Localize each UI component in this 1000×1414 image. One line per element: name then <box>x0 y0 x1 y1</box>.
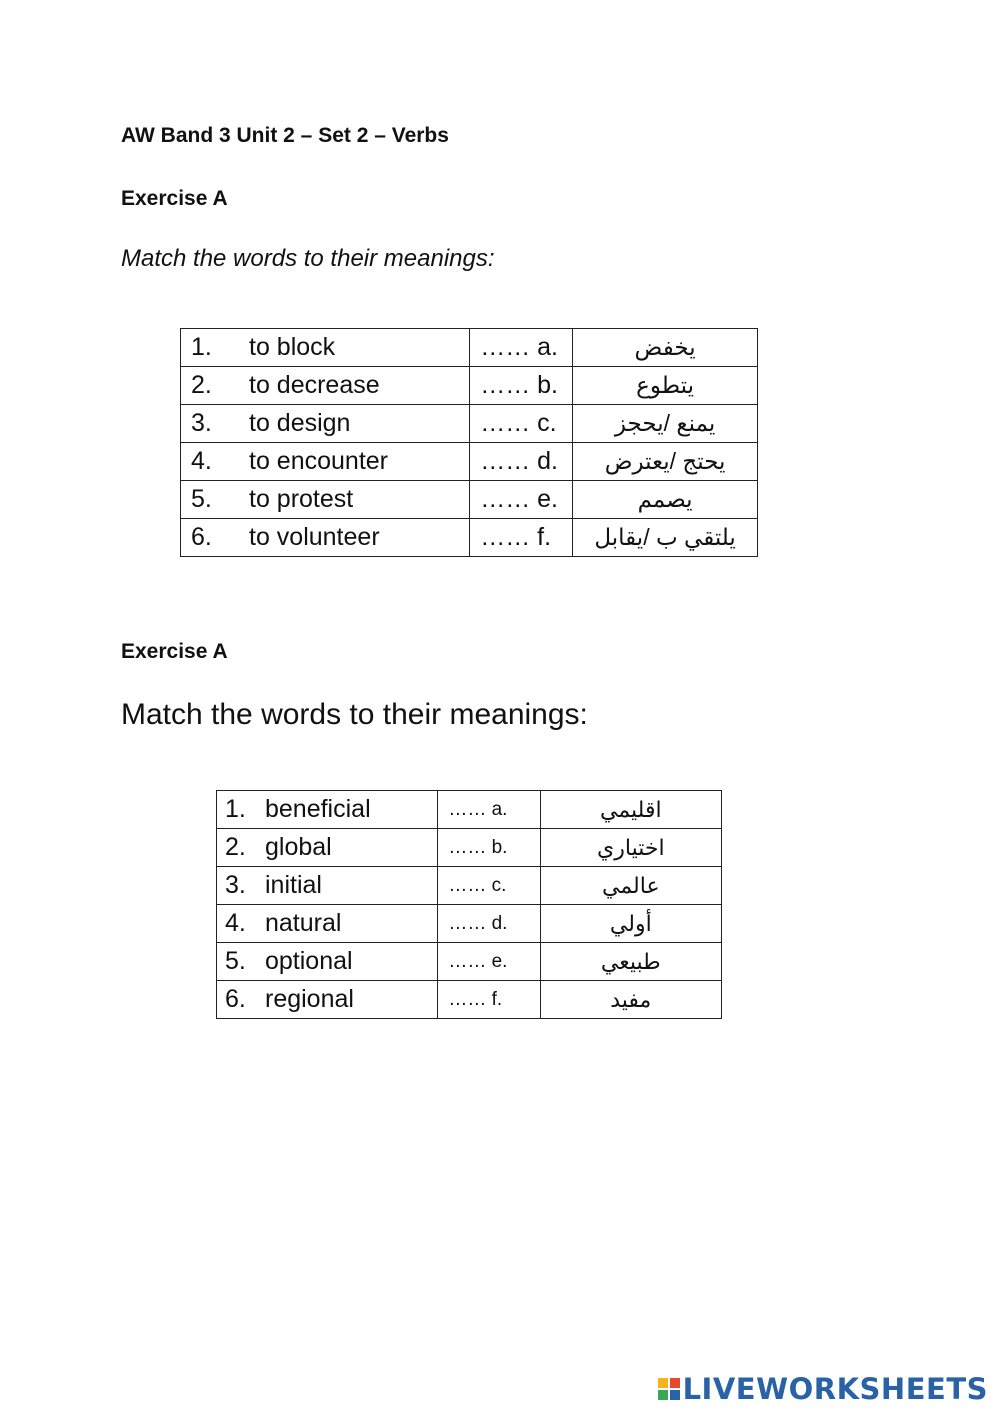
item-number: 6. <box>225 985 246 1013</box>
exercise-2-heading: Exercise A <box>121 640 228 663</box>
english-word: global <box>265 833 332 861</box>
item-number: 5. <box>225 947 246 975</box>
answer-blank[interactable]: …… f. <box>438 981 540 1019</box>
word-cell <box>181 519 470 557</box>
english-word: to decrease <box>249 371 380 399</box>
arabic-meaning: يحتج /يعترض <box>573 443 758 481</box>
table-row <box>181 367 758 405</box>
english-word: to design <box>249 409 351 437</box>
english-word: regional <box>265 985 354 1013</box>
answer-blank[interactable]: …… e. <box>470 481 573 519</box>
logo-squares-icon <box>658 1378 680 1400</box>
arabic-meaning: يمنع /يحجز <box>573 405 758 443</box>
table-row <box>181 405 758 443</box>
exercise-2-instruction: Match the words to their meanings: <box>121 698 588 731</box>
english-word: initial <box>265 871 322 899</box>
word-cell <box>181 481 470 519</box>
table-row <box>181 519 758 557</box>
word-cell <box>217 829 438 867</box>
item-number: 1. <box>191 333 212 361</box>
page-title: AW Band 3 Unit 2 – Set 2 – Verbs <box>121 124 449 147</box>
arabic-meaning: اقليمي <box>540 791 721 829</box>
arabic-meaning: أولي <box>540 905 721 943</box>
answer-blank[interactable]: …… c. <box>470 405 573 443</box>
answer-blank[interactable]: …… c. <box>438 867 540 905</box>
logo-text: LIVEWORKSHEETS <box>682 1372 988 1406</box>
item-number: 3. <box>225 871 246 899</box>
answer-blank[interactable]: …… d. <box>470 443 573 481</box>
table-row <box>217 791 722 829</box>
exercise-2-table <box>216 790 722 1019</box>
item-number: 6. <box>191 523 212 551</box>
table-row <box>181 443 758 481</box>
word-cell <box>181 405 470 443</box>
table-row <box>217 867 722 905</box>
english-word: optional <box>265 947 353 975</box>
arabic-meaning: مفيد <box>540 981 721 1019</box>
answer-blank[interactable]: …… b. <box>470 367 573 405</box>
english-word: beneficial <box>265 795 371 823</box>
table-row <box>217 905 722 943</box>
english-word: to encounter <box>249 447 388 475</box>
arabic-meaning: طبيعي <box>540 943 721 981</box>
answer-blank[interactable]: …… a. <box>470 329 573 367</box>
answer-blank[interactable]: …… f. <box>470 519 573 557</box>
word-cell <box>217 981 438 1019</box>
exercise-1-instruction: Match the words to their meanings: <box>121 245 495 272</box>
arabic-meaning: يصمم <box>573 481 758 519</box>
item-number: 1. <box>225 795 246 823</box>
answer-blank[interactable]: …… e. <box>438 943 540 981</box>
arabic-meaning: يلتقي ب /يقابل <box>573 519 758 557</box>
answer-blank[interactable]: …… b. <box>438 829 540 867</box>
exercise-1-heading: Exercise A <box>121 187 228 210</box>
english-word: to volunteer <box>249 523 380 551</box>
item-number: 2. <box>191 371 212 399</box>
english-word: natural <box>265 909 342 937</box>
item-number: 4. <box>191 447 212 475</box>
item-number: 2. <box>225 833 246 861</box>
word-cell <box>181 367 470 405</box>
word-cell <box>217 905 438 943</box>
item-number: 5. <box>191 485 212 513</box>
item-number: 4. <box>225 909 246 937</box>
arabic-meaning: يتطوع <box>573 367 758 405</box>
english-word: to protest <box>249 485 354 513</box>
word-cell <box>217 943 438 981</box>
answer-blank[interactable]: …… a. <box>438 791 540 829</box>
arabic-meaning: عالمي <box>540 867 721 905</box>
answer-blank[interactable]: …… d. <box>438 905 540 943</box>
arabic-meaning: يخفض <box>573 329 758 367</box>
word-cell <box>181 329 470 367</box>
english-word: to block <box>249 333 336 361</box>
word-cell <box>181 443 470 481</box>
table-row <box>181 329 758 367</box>
word-cell <box>217 867 438 905</box>
arabic-meaning: اختياري <box>540 829 721 867</box>
table-row <box>217 981 722 1019</box>
table-row <box>181 481 758 519</box>
exercise-1-table <box>180 328 758 557</box>
item-number: 3. <box>191 409 212 437</box>
table-row <box>217 943 722 981</box>
liveworksheets-logo <box>658 1372 988 1406</box>
word-cell <box>217 791 438 829</box>
table-row <box>217 829 722 867</box>
